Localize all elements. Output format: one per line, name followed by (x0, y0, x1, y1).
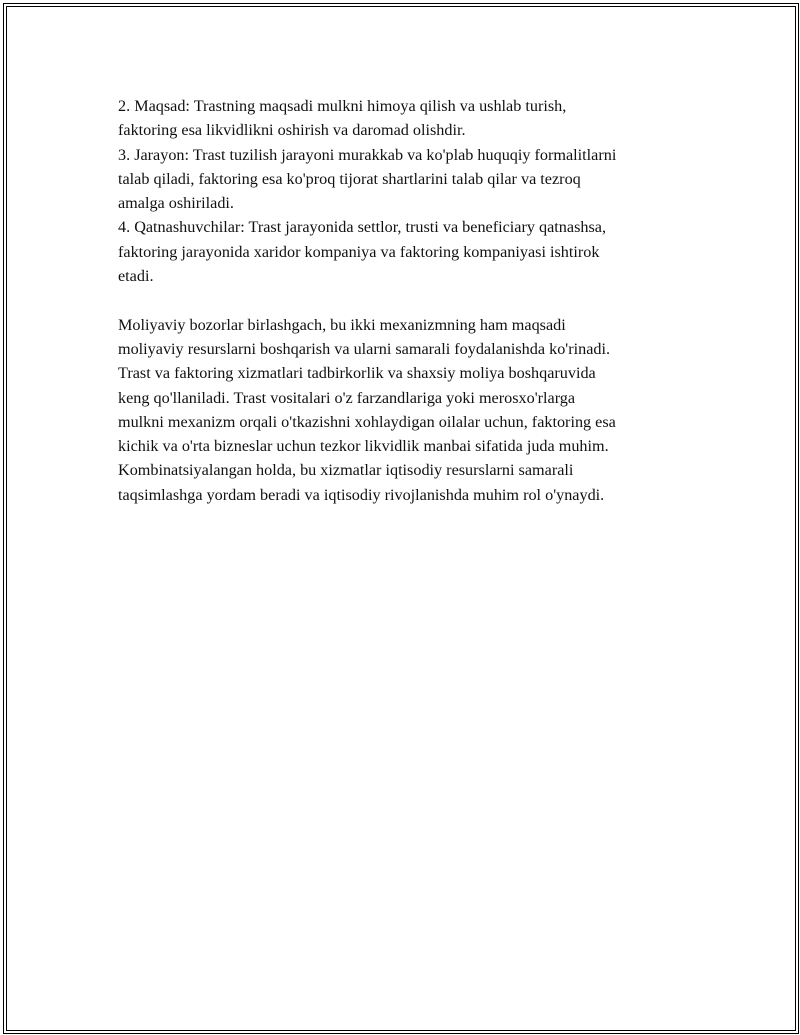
list-item-process (118, 143, 698, 216)
text-line: 2. Maqsad: Trastning maqsadi mulkni himoya qilish va ushlab turish, (118, 97, 567, 115)
text-line: Moliyaviy bozorlar birlashgach, bu ikki mexanizmning ham maqsadi (118, 315, 566, 334)
text-line: Trast va faktoring xizmatlari tadbirkorlik va shaxsiy moliya boshqaruvida (118, 364, 596, 383)
text-line: moliyaviy resurslarni boshqarish va ularni samarali foydalanishda ko'rinadi. (118, 339, 611, 358)
text-line: 3. Jarayon: Trast tuzilish jarayoni murakkab va ko'plab huquqiy formalitlarni (118, 145, 617, 164)
text-line: faktoring jarayonida xaridor kompaniya va faktoring kompaniyasi ishtirok (118, 242, 600, 261)
text-line: Kombinatsiyalangan holda, bu xizmatlar iqtisodiy resurslarni samarali (118, 461, 574, 480)
text-line: 4. Qatnashuvchilar: Trast jarayonida settlor, trusti va beneficiary qatnashsa, (118, 218, 606, 237)
text-line: faktoring esa likvidlikni oshirish va daromad olishdir. (118, 121, 466, 140)
text-line: keng qo'llaniladi. Trast vositalari o'z farzandlariga yoki merosxo'rlarga (118, 388, 576, 407)
paragraph-spacer (118, 288, 698, 312)
list-item-participants (118, 215, 698, 288)
text-line: amalga oshiriladi. (118, 194, 234, 213)
document-body (118, 94, 698, 507)
summary-paragraph (118, 313, 698, 507)
text-line: etadi. (118, 267, 154, 286)
text-line: mulkni mexanizm orqali o'tkazishni xohlaydigan oilalar uchun, faktoring esa (118, 412, 616, 431)
text-line: kichik va o'rta bizneslar uchun tezkor likvidlik manbai sifatida juda muhim. (118, 437, 609, 456)
text-line: taqsimlashga yordam beradi va iqtisodiy rivojlanishda muhim rol o'ynaydi. (118, 485, 605, 504)
text-line: talab qiladi, faktoring esa ko'proq tijorat shartlarini talab qilar va tezroq (118, 169, 581, 188)
list-item-purpose (118, 94, 698, 143)
